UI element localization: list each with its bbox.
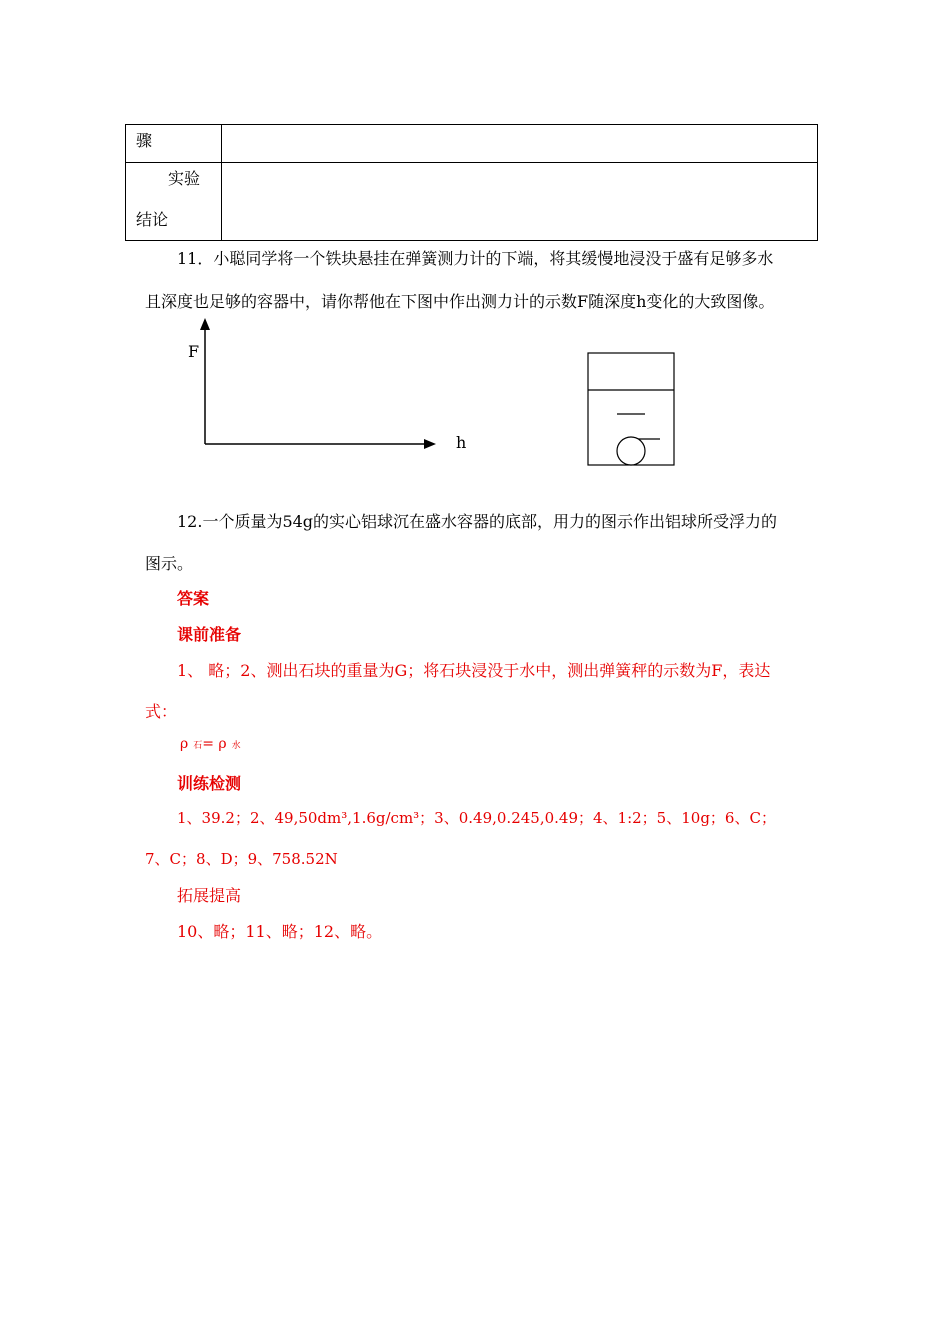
q11-line-2: 且深度也足够的容器中，请你帮他在下图中作出测力计的示数F随深度h变化的大致图像。 <box>145 292 775 311</box>
q11-line-1: 11．小聪同学将一个铁块悬挂在弹簧测力计的下端，将其缓慢地浸没于盛有足够多水 <box>177 249 774 268</box>
section-practice-line-1: 1、39.2；2、49,50dm³,1.6g/cm³；3、0.49,0.245,0.49；4、1:2；5、10g；6、C； <box>177 809 776 827</box>
y-axis-arrow <box>200 318 210 330</box>
table-label-conclusion-2: 结论 <box>136 210 169 229</box>
section-prep-title: 课前准备 <box>177 625 242 644</box>
formula-equals-rho: = ρ <box>202 736 227 752</box>
density-formula <box>180 736 241 752</box>
f-h-axes <box>200 318 436 449</box>
x-axis-label: h <box>456 433 467 452</box>
answers-heading: 答案 <box>177 589 210 608</box>
aluminum-ball <box>617 437 645 465</box>
q12-line-1: 12.一个质量为54g的实心铝球沉在盛水容器的底部，用力的图示作出铝球所受浮力的 <box>177 512 778 531</box>
table-label-steps: 骤 <box>136 131 153 150</box>
x-axis-arrow <box>424 439 436 449</box>
section-practice-title: 训练检测 <box>177 774 242 793</box>
formula-rho-stone: ρ <box>180 736 189 752</box>
q12-line-2: 图示。 <box>145 554 194 573</box>
section-prep-line-2: 式： <box>145 702 178 721</box>
table-label-conclusion-1: 实验 <box>168 169 201 188</box>
formula-sub-stone: 石 <box>193 741 203 751</box>
section-extension-line-1: 10、略；11、略；12、略。 <box>177 922 383 941</box>
section-prep-line-1: 1、 略；2、测出石块的重量为G；将石块浸没于水中，测出弹簧秤的示数为F，表达 <box>177 661 771 680</box>
section-extension-title: 拓展提高 <box>177 886 242 905</box>
formula-sub-water: 水 <box>231 741 241 751</box>
y-axis-label: F <box>188 342 200 361</box>
water-container-diagram <box>588 353 674 465</box>
section-practice-line-2: 7、C；8、D；9、758.52N <box>145 850 338 868</box>
